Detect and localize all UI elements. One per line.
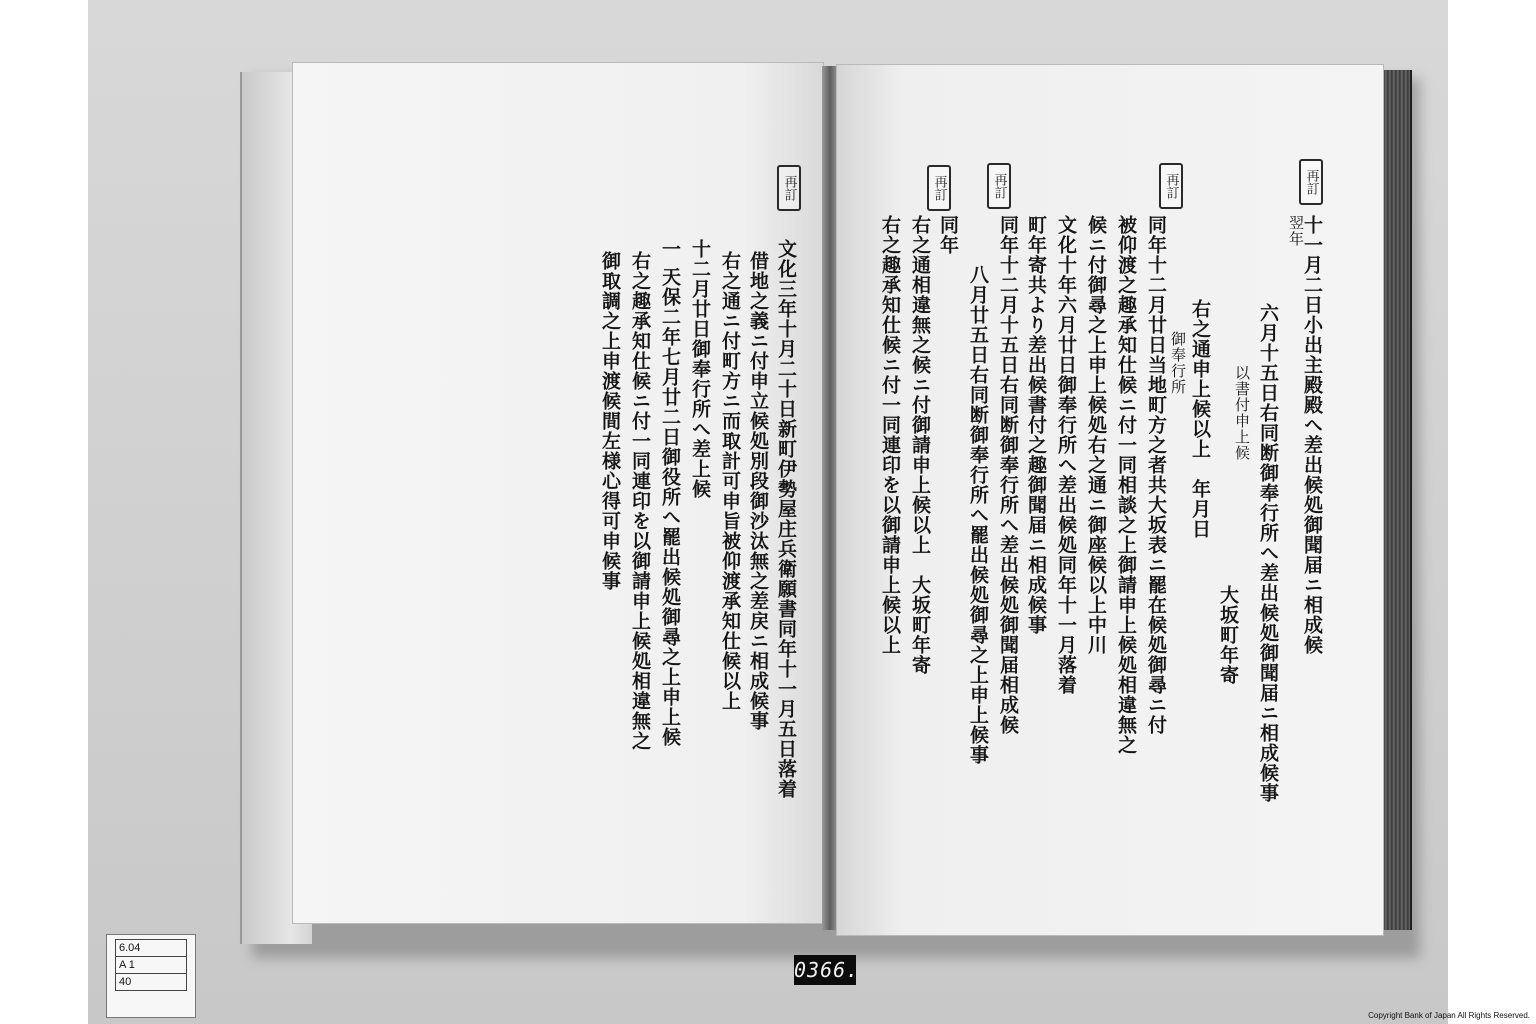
manuscript-column: 借地之義ニ付申立候処別段御沙汰無之差戻ニ相成候事	[747, 251, 769, 731]
revision-stamp: 再訂	[987, 163, 1011, 209]
manuscript-column: 同年十二月十五日右同断御奉行所へ差出候処御聞届相成候	[997, 215, 1019, 735]
manuscript-column: 右之趣承知仕候ニ付一同連印を以御請申上候以上	[879, 215, 901, 655]
revision-stamp: 再訂	[777, 165, 801, 211]
manuscript-column: 候ニ付御尋之上申上候処右之通ニ御座候以上中川	[1085, 215, 1107, 655]
copyright-notice: Copyright Bank of Japan All Rights Reserved.	[1368, 1011, 1530, 1020]
catalogue-cell: A 1	[116, 957, 187, 974]
left-page	[292, 62, 824, 924]
manuscript-column: 同年	[937, 215, 959, 255]
manuscript-column: 文化三年十月二十日新町伊勢屋庄兵衛願書同年十一月五日落着	[775, 239, 797, 799]
revision-stamp: 再訂	[1299, 159, 1323, 205]
catalogue-cell: 40	[116, 974, 187, 991]
manuscript-column: 十一月二日小出主殿殿へ差出候処御聞届ニ相成候	[1301, 215, 1323, 655]
manuscript-column: 六月十五日右同断御奉行所へ差出候処御聞届ニ相成候事	[1257, 303, 1279, 803]
manuscript-column: 八月廿五日右同断御奉行所へ罷出候処御尋之上申上候事	[967, 265, 989, 765]
manuscript-column: 大坂町年寄	[1217, 585, 1239, 685]
manuscript-column: 右之趣承知仕候ニ付一同連印を以御請申上候処相違無之	[629, 251, 651, 751]
manuscript-column: 一 天保二年七月廿二日御役所へ罷出候処御尋之上申上候	[659, 239, 681, 747]
manuscript-column: 同年十二月廿日当地町方之者共大坂表ニ罷在候処御尋ニ付	[1145, 215, 1167, 735]
manuscript-column: 御取調之上申渡候間左様心得可申候事	[599, 251, 621, 591]
manuscript-column: 文化十年六月廿日御奉行所へ差出候処同年十一月落着	[1055, 215, 1077, 695]
revision-stamp: 再訂	[1159, 163, 1183, 209]
manuscript-column: 右之通ニ付町方ニ而取計可申旨被仰渡承知仕候以上	[719, 251, 741, 711]
manuscript-column: 御奉行所	[1169, 331, 1187, 395]
revision-stamp: 再訂	[927, 165, 951, 211]
manuscript-column: 以書付申上候	[1233, 365, 1251, 461]
manuscript-column: 十二月廿日御奉行所へ差上候	[689, 239, 711, 499]
catalogue-cell: 6.04	[116, 940, 187, 957]
frame-number-label: 0366.	[794, 955, 856, 985]
manuscript-column: 右之通申上候以上 年月日	[1189, 299, 1211, 539]
catalogue-card	[106, 934, 196, 1018]
manuscript-column: 被仰渡之趣承知仕候ニ付一同相談之上御請申上候処相違無之	[1115, 215, 1137, 755]
right-page	[836, 64, 1384, 936]
catalogue-table	[115, 939, 187, 991]
manuscript-column: 町年寄共より差出候書付之趣御聞届ニ相成候事	[1025, 215, 1047, 635]
manuscript-column: 翌年	[1287, 215, 1305, 247]
manuscript-column: 右之通相違無之候ニ付御請申上候以上 大坂町年寄	[909, 215, 931, 675]
